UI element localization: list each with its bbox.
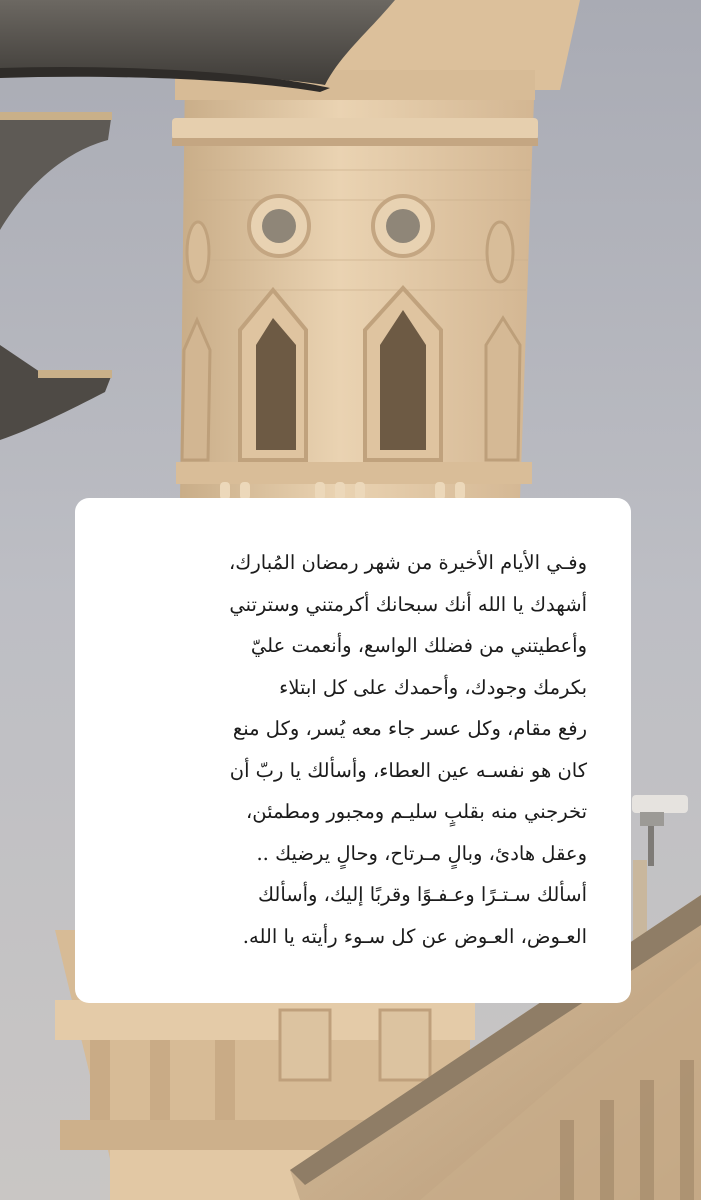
quote-line: رفع مقام، وكل عسر جاء معه يُسر، وكل منع xyxy=(232,717,587,740)
quote-line: وفـي الأيام الأخيرة من شهر رمضان المُبارك، xyxy=(229,551,587,574)
quote-line: كان هو نفسـه عين العطاء، وأسألك يا ربّ أن xyxy=(229,758,587,782)
quote-line: بكرمك وجودك، وأحمدك على كل ابتلاء xyxy=(279,675,587,699)
quote-line: أسألك سـتـرًا وعـفـوًا وقربًا إليك، وأسألك xyxy=(257,883,587,906)
quote-line: وأعطيتني من فضلك الواسع، وأنعمت عليّ xyxy=(250,634,587,657)
quote-line: تخرجني منه بقلبٍ سليـم ومجبور ومطمئن، xyxy=(246,800,587,823)
quote-line: العـوض، العـوض عن كل سـوء رأيته يا الله. xyxy=(242,924,587,948)
quote-card xyxy=(75,498,631,1003)
quote-text xyxy=(119,542,587,957)
quote-line: أشهدك يا الله أنك سبحانك أكرمتني وسترتني xyxy=(229,592,587,616)
quote-line: وعقل هادئ، وبالٍ مـرتاح، وحالٍ يرضيك .. xyxy=(256,841,587,865)
